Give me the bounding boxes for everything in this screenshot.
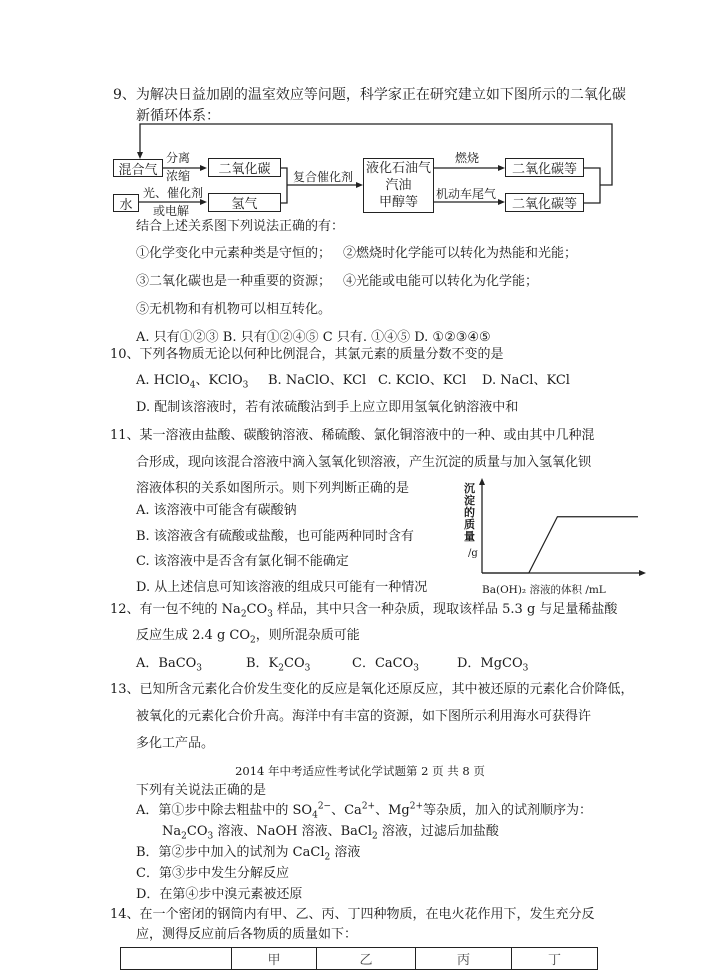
q12-l1a: 12、有一包不纯的 Na [110,602,241,617]
q10-option-b: B. NaClO、KCl [268,373,367,388]
label-concentrate: 浓缩 [166,169,191,183]
q13-option-a [136,802,592,820]
sub: 2 [278,663,284,674]
q13-option-b [136,844,360,862]
q10-a-sub: 4 [189,380,196,391]
sub: 4 [312,810,318,821]
y-axis-label-char: 质 [464,518,475,531]
q9-statement-2: ②燃烧时化学能可以转化为热能和光能； [343,246,578,261]
q9-options: A. 只有①②③ B. 只有①②④⑤ C 只有. ①④⑤ D. ①②③④⑤ [136,330,491,345]
q10-option-a [136,372,248,390]
q11-stem-line3: 溶液体积的关系如图所示。则下列判断正确的是 [136,481,410,496]
q13-stem-line2: 被氧化的元素化合价升高。海洋中有丰富的资源，如下图所示利用海水可获得许 [136,709,592,724]
label-light-catalyst: 光、催化剂 [143,186,204,200]
y-axis-unit: /g [468,548,478,559]
sub: 2 [372,831,378,842]
t: 、Ca [331,803,362,818]
box-co2-etc-2: 二氧化碳等 [505,193,584,212]
q14-stem-line2: 应，测得反应前后各物质的质量如下： [136,927,358,942]
t: CO [186,824,208,839]
table-header: 乙 [317,948,416,970]
mass-table [120,947,598,970]
q10-option-c: C. KClO、KCl [378,373,467,388]
q12-option-a [136,655,202,673]
label-electrolysis: 或电解 [153,204,190,218]
y-axis-label-char: 沉 [464,482,475,495]
t: 、Mg [375,803,410,818]
box-co2-etc-1: 二氧化碳等 [505,158,584,177]
q12-b: B．K [246,656,279,671]
fuel-lpg: 液化石油气 [365,161,431,176]
t: 等杂质，加入的试剂顺序为： [423,803,593,818]
q9-statement-5: ⑤无机物和有机物可以相互转化。 [136,302,332,317]
fuel-gasoline: 汽油 [385,178,412,193]
q13-stem-line3: 多化工产品。 [136,736,215,751]
q10-stem: 10、下列各物质无论以何种比例混合，其氯元素的质量分数不变的是 [110,347,504,362]
x-axis-arrow [639,570,646,576]
sup: 2− [317,801,332,812]
q12-l2b: ，则所混杂质可能 [255,628,360,643]
co2-cycle-diagram [0,0,720,230]
q13-stem-line1: 13、已知所含元素化合价发生变化的反应是氧化还原反应，其中被还原的元素化合价降低， [110,682,634,697]
table-header: 丁 [512,948,598,970]
q9-statement-1: ①化学变化中元素种类是守恒的； [136,246,332,261]
table-header: 丙 [416,948,512,970]
x-axis-label: Ba(OH)₂ 溶液的体积 /mL [482,584,606,596]
q12-option-b [246,655,310,673]
table-header [121,948,232,970]
y-axis-arrow [479,478,485,485]
q11-stem-line2: 合形成，现向该混合溶液中滴入氢氧化钡溶液，产生沉淀的质量与加入氢氧化钡 [136,455,592,470]
q12-stem-line2 [136,627,360,645]
q9-stem-line1: 9、为解决日益加剧的温室效应等问题，科学家正在研究建立如下图所示的二氧化碳 [113,87,626,103]
box-mixed-gas: 混合气 [113,159,163,177]
label-composite-catalyst: 复合催化剂 [293,170,354,184]
q12-a: A．BaCO [136,656,197,671]
t: Na [162,824,182,839]
table-header-row [121,948,598,970]
q11-option-d: D. 从上述信息可知该溶液的组成只可能有一种情况 [136,580,428,595]
q13-option-a-line2 [162,823,499,841]
q11-option-c: C. 该溶液中是否含有氯化铜不能确定 [136,554,349,569]
q11-option-a: A. 该溶液中可能含有碳酸钠 [136,503,297,518]
q12-d: D．MgCO [457,656,523,671]
q10-extra-option-d: D. 配制该溶液时，若有浓硫酸沾到手上应立即用氢氧化钠溶液中和 [136,400,519,415]
q12-option-d [457,655,528,673]
sub: 2 [240,609,247,620]
q14-stem-line1: 14、在一个密闭的钢筒内有甲、乙、丙、丁四种物质，在电火花作用下，发生充分反 [110,907,595,922]
q12-l1b: CO [246,602,268,617]
sup: 2+ [361,801,376,812]
sub: 2 [181,831,187,842]
y-axis-label-char: 淀 [464,494,475,507]
box-co2: 二氧化碳 [208,158,281,177]
fuel-methanol: 甲醇等 [378,195,418,210]
table-header: 甲 [232,948,317,970]
t: B．第②步中加入的试剂为 CaCl [136,845,325,860]
q12-b2: CO [284,656,305,671]
sub: 2 [250,635,256,646]
sub: 3 [522,663,529,674]
q13-prompt: 下列有关说法正确的是 [136,783,267,798]
page-footer: 2014 年中考适应性考试化学试题第 2 页 共 8 页 [235,764,485,778]
q13-option-c: C．第③步中发生分解反应 [136,866,289,881]
sub: 3 [267,609,273,620]
sub: 3 [304,663,311,674]
label-separate: 分离 [166,151,191,165]
q9-statement-4: ④光能或电能可以转化为化学能； [343,274,539,289]
q10-a-part2: 、KClO [195,373,243,388]
q12-stem-line1 [110,601,617,619]
q12-option-c [352,655,419,673]
q12-c: C．CaCO [352,656,414,671]
q11-option-b: B. 该溶液含有硫酸或盐酸，也可能两种同时含有 [136,529,414,544]
label-burn: 燃烧 [455,151,480,165]
t: 溶液，过滤后加盐酸 [377,824,499,839]
q10-a-part: A. HClO [136,373,190,388]
q13-option-d: D．在第④步中溴元素被还原 [136,887,303,902]
t: A．第①步中除去粗盐中的 SO [136,803,313,818]
q9-statement-3: ③二氧化碳也是一种重要的资源； [136,274,332,289]
q10-a2-sub: 3 [242,380,249,391]
q12-l2a: 反应生成 2.4 g CO [136,628,250,643]
sub: 2 [324,852,331,863]
q9-prompt: 结合上述关系图下列说法正确的有： [136,219,345,234]
q12-l1c: 样品，其中只含一种杂质，现取该样品 5.3 g 与足量稀盐酸 [272,602,618,617]
box-fuels [363,158,434,213]
sub: 3 [207,831,214,842]
sub: 3 [196,663,203,674]
y-axis-label-char: 的 [464,506,475,519]
sup: 2+ [409,801,424,812]
precipitate-line [482,517,638,573]
box-water: 水 [113,194,139,212]
t: 溶液、NaOH 溶液、BaCl [213,824,373,839]
sub: 3 [413,663,419,674]
box-hydrogen: 氢气 [208,193,281,212]
q9-stem-line2: 新循环体系： [136,108,220,124]
label-exhaust: 机动车尾气 [436,187,497,201]
q10-option-d: D. NaCl、KCl [482,373,570,388]
t: 溶液 [330,845,361,860]
precipitate-chart [460,478,650,603]
q11-stem-line1: 11、某一溶液由盐酸、碳酸钠溶液、稀硫酸、氯化铜溶液中的一种、或由其中几种混 [110,428,595,443]
y-axis-label-char: 量 [464,530,475,543]
